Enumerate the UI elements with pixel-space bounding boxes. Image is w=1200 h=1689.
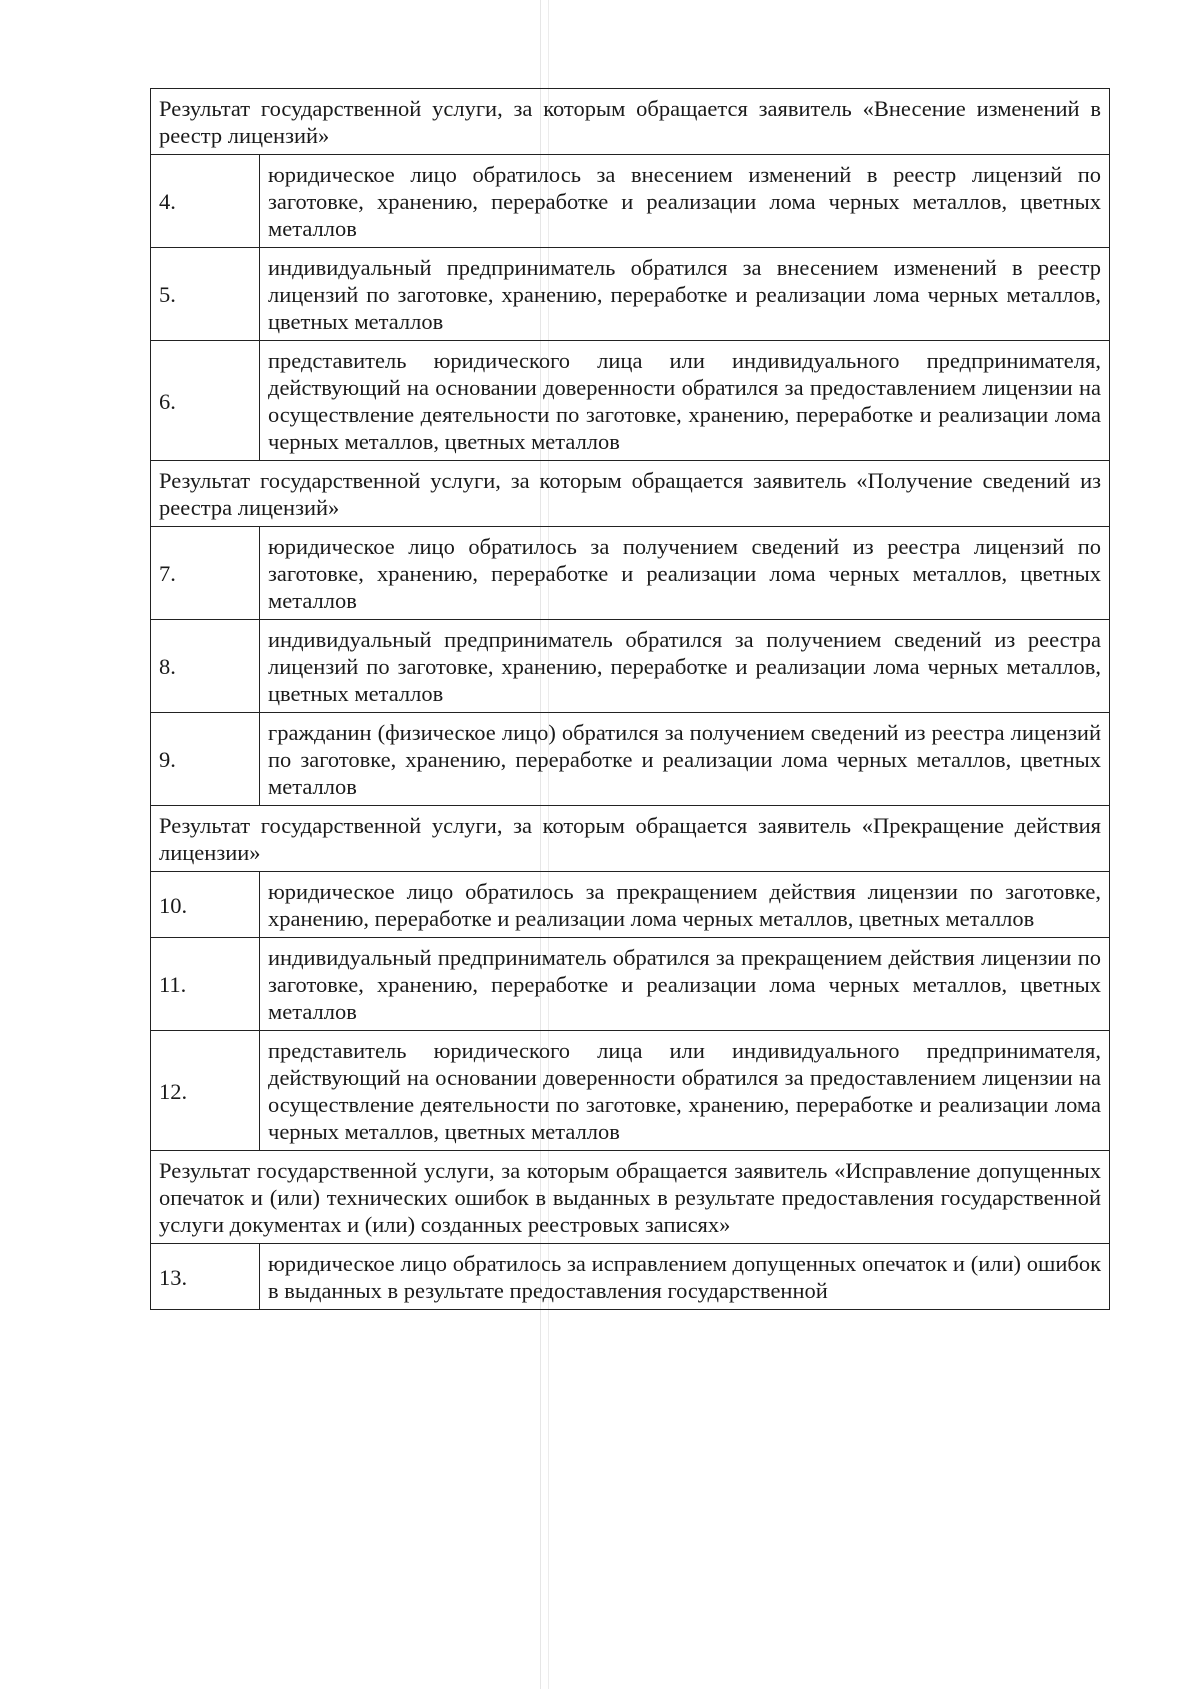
row-text: индивидуальный предприниматель обратился за получением сведений из реестра лицензий по заготовке, хранению, переработке и реализации лома черных металлов, цветных металлов xyxy=(260,620,1110,713)
row-number: 12. xyxy=(151,1031,260,1151)
row-number: 4. xyxy=(151,155,260,248)
row-number: 5. xyxy=(151,248,260,341)
section-heading: Результат государственной услуги, за которым обращается заявитель «Прекращение действия лицензии» xyxy=(151,806,1110,872)
table-row xyxy=(151,248,1110,341)
row-text: юридическое лицо обратилось за получением сведений из реестра лицензий по заготовке, хранению, переработке и реализации лома черных металлов, цветных металлов xyxy=(260,527,1110,620)
section-heading: Результат государственной услуги, за которым обращается заявитель «Исправление допущенных опечаток и (или) технических ошибок в выданных в результате предоставления государственной услуги документах и (или) созданных реестровых записях» xyxy=(151,1151,1110,1244)
table-row xyxy=(151,341,1110,461)
table-row xyxy=(151,938,1110,1031)
row-text: индивидуальный предприниматель обратился за внесением изменений в реестр лицензий по заготовке, хранению, переработке и реализации лома черных металлов, цветных металлов xyxy=(260,248,1110,341)
row-number: 10. xyxy=(151,872,260,938)
row-number: 7. xyxy=(151,527,260,620)
section-heading: Результат государственной услуги, за которым обращается заявитель «Получение сведений из реестра лицензий» xyxy=(151,461,1110,527)
services-table xyxy=(150,88,1110,1310)
table-row xyxy=(151,713,1110,806)
table-row xyxy=(151,155,1110,248)
table-row xyxy=(151,872,1110,938)
section-row xyxy=(151,461,1110,527)
table-row xyxy=(151,620,1110,713)
table-row xyxy=(151,1031,1110,1151)
row-number: 11. xyxy=(151,938,260,1031)
row-text: юридическое лицо обратилось за прекращением действия лицензии по заготовке, хранению, переработке и реализации лома черных металлов, цветных металлов xyxy=(260,872,1110,938)
row-text: гражданин (физическое лицо) обратился за получением сведений из реестра лицензий по заготовке, хранению, переработке и реализации лома черных металлов, цветных металлов xyxy=(260,713,1110,806)
section-row xyxy=(151,1151,1110,1244)
section-row xyxy=(151,806,1110,872)
row-text: представитель юридического лица или индивидуального предпринимателя, действующий на основании доверенности обратился за предоставлением лицензии на осуществление деятельности по заготовке, хранению, переработке и реализации лома черных металлов, цветных металлов xyxy=(260,1031,1110,1151)
row-number: 9. xyxy=(151,713,260,806)
table-row xyxy=(151,527,1110,620)
table-row xyxy=(151,1244,1110,1310)
row-number: 6. xyxy=(151,341,260,461)
section-heading: Результат государственной услуги, за которым обращается заявитель «Внесение изменений в реестр лицензий» xyxy=(151,89,1110,155)
section-row xyxy=(151,89,1110,155)
row-number: 8. xyxy=(151,620,260,713)
row-text: юридическое лицо обратилось за внесением изменений в реестр лицензий по заготовке, хранению, переработке и реализации лома черных металлов, цветных металлов xyxy=(260,155,1110,248)
row-text: юридическое лицо обратилось за исправлением допущенных опечаток и (или) ошибок в выданных в результате предоставления государственной xyxy=(260,1244,1110,1310)
row-text: представитель юридического лица или индивидуального предпринимателя, действующий на основании доверенности обратился за предоставлением лицензии на осуществление деятельности по заготовке, хранению, переработке и реализации лома черных металлов, цветных металлов xyxy=(260,341,1110,461)
row-number: 13. xyxy=(151,1244,260,1310)
row-text: индивидуальный предприниматель обратился за прекращением действия лицензии по заготовке, хранению, переработке и реализации лома черных металлов, цветных металлов xyxy=(260,938,1110,1031)
